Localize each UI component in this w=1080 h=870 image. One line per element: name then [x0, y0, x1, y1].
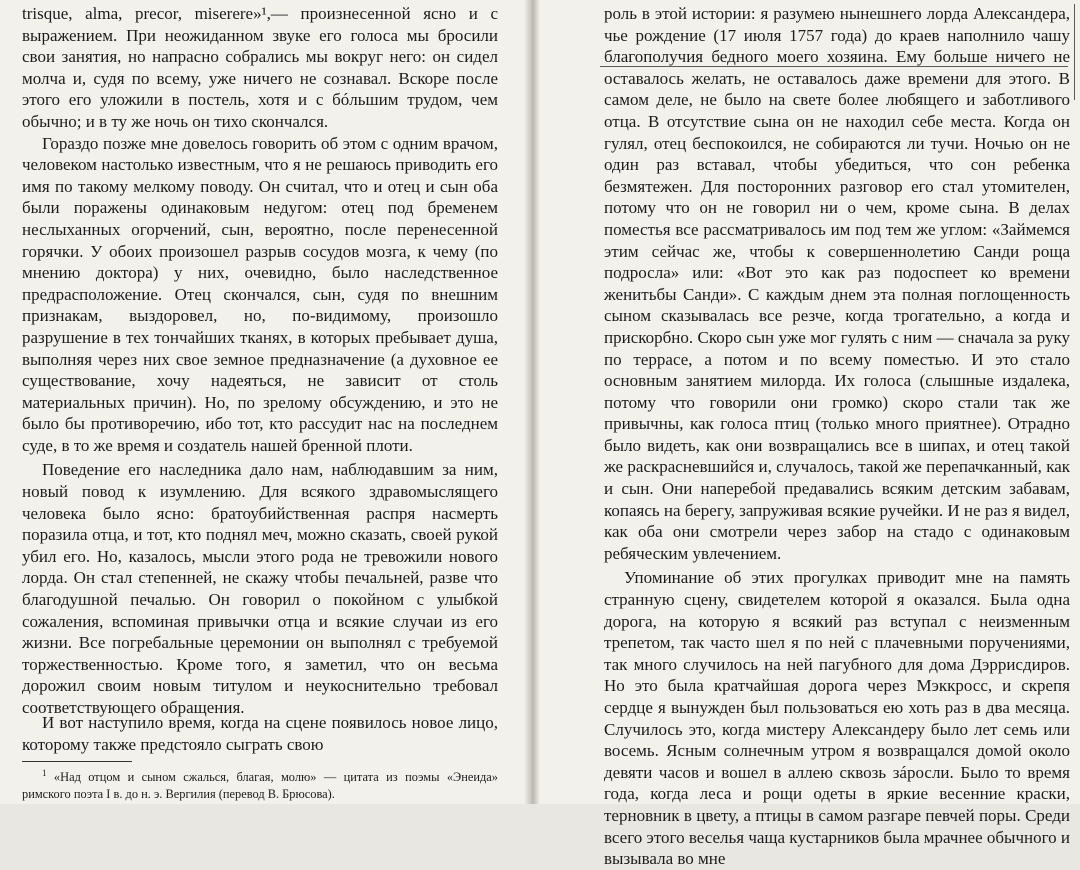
left-page: [0, 0, 524, 804]
paragraph: Поведение его наследника дало нам, наблюдавшим за ним, новый повод к изумлению. Для всякого здравомыслящего человека было ясно: братоубийственная распря насмерть поразила отца, и тот, кто поднял меч, можно сказать, своей рукой убил его. Но, казалось, мысли этого рода не тревожили нового лорда. Он стал степенней, не скажу чтобы печальней, разве что благодушной печалью. Он говорил о покойном с улыбкой сожаления, вспоминая привычки отца и всякие случаи из его жизни. Все погребальные церемонии он выполнял с требуемой торжественностью. Кроме того, я заметил, что он весьма дорожил своим новым титулом и неукоснительно требовал соответствующего обращения.: [22, 460, 498, 717]
paragraph: Упоминание об этих прогулках приводит мне на память странную сцену, свидетелем которой я оказался. Была одна дорога, на которую я всякий раз вступал с неизменным трепетом, так часто шел я по ней с плачевными поручениями, так много случилось на ней пагубного для дома Дэррисдиров. Но это была кратчайшая дорога через Мэккросс, и скрепя сердце я вынужден был пользоваться ею хоть раз в два месяца. Случилось это, когда мистеру Александеру было лет семь или восемь. Ясным солнечным утром я возвращался домой около девяти часов и вошел в аллею сквозь зáросли. Было то время года, когда леса и рощи одеты в яркие весенние краски, терновник в цвету, а птицы в самом разгаре певчей поры. Среди всего этого веселья чаща кустарников была мрачнее обычного и вызывала во мне: [604, 568, 1070, 869]
footnote-number: 1: [42, 768, 47, 778]
pencil-margin-mark: [1066, 4, 1075, 100]
paragraph: trisque, alma, precor, miserere»¹,— произнесенной ясно и с выражением. При неожиданном звуке его голоса мы бросили свои занятия, но напрасно собрались мы вокруг него: он сидел молча и, судя по всему, уже ничего не сознавал. Вскоре после этого его уложили в постель, хотя и с бóльшим трудом, чем обычно; и в ту же ночь он тихо скончался.: [22, 4, 498, 131]
right-page-text: [604, 3, 1070, 870]
footnote-text: «Над отцом и сыном сжалься, благая, молю» — цитата из поэмы «Энеида» римского поэта I в. до н. э. Вергилия (перевод В. Брюсова).: [22, 770, 498, 802]
right-page: [540, 0, 1080, 869]
left-page-text-top: [22, 3, 498, 719]
book-gutter: [524, 0, 540, 804]
footnote-divider: [22, 761, 132, 762]
paragraph: И вот наступило время, когда на сцене появилось новое лицо, которому также предстояло сыграть свою: [22, 713, 498, 754]
footnote: [22, 765, 498, 803]
paragraph: Гораздо позже мне довелось говорить об этом с одним врачом, человеком настолько известным, что я не решаюсь приводить его имя по такому мелкому поводу. Он считал, что и отец и сын оба были поражены одинаковым недугом: отец под бременем неслыханных огорчений, сын, вероятно, после перенесенной горячки. У обоих произошел разрыв сосудов мозга, к чему (по мнению доктора) у них, очевидно, было наследственное предрасположение. Отец скончался, сын, судя по внешним признакам, выздоровел, но, по-видимому, произошло разрушение в тех тончайших тканях, в которых пребывает душа, выполняя через них свое земное предназначение (а духовное ее существование, хочу надеяться, не зависит от столь материальных причин). Но, по зрелому обсуждению, и это не было бы противоречию, ибо тот, кто рассудит нас на последнем суде, в то же время и создатель нашей бренной плоти.: [22, 133, 498, 455]
paragraph: роль в этой истории: я разумею нынешнего лорда Александера, чье рождение (17 июля 1757 года) до краев наполнило чашу благополучия бедного моего хозяина. Ему больше ничего не оставалось желать, не оставалось даже времени для этого. В самом деле, не было на свете более любящего и заботливого отца. В отсутствие сына он не находил себе места. Когда он гулял, отец беспокоился, не собираются ли тучи. Ночью он не один раз вставал, чтобы убедиться, что сон ребенка безмятежен. Для посторонних разговор его стал утомителен, потому что он не говорил ни о чем, кроме сына. В делах поместья все рассматривалось им под тем же углом: «Займемся этим сейчас же, чтобы к совершеннолетию Санди роща подросла» или: «Вот это как раз подоспеет ко времени женитьбы Санди». С каждым днем эта полная поглощенность сыном сказывалась все резче, когда трогательно, а когда и прискорбно. Скоро сын уже мог гулять с ним — сначала за руку по террасе, а потом и по всему поместью. И это стало основным занятием милорда. Их голоса (слышные издалека, потому что говорили они громко) скоро стали так же привычны, как голоса птиц (только много приятнее). Отрадно было видеть, как они возвращались все в шипах, и отец такой же раскрасневшийся и, случалось, такой же перепачканный, как и сын. Они наперебой предавались всяким детским забавам, копаясь на берегу, запруживая всякие ручейки. И не раз я видел, как оба они смотрели через забор на стадо с одинаковым ребяческим увлечением.: [604, 4, 1070, 563]
left-page-text-bottom: [22, 712, 498, 755]
pencil-underline-mark: [600, 66, 1068, 67]
